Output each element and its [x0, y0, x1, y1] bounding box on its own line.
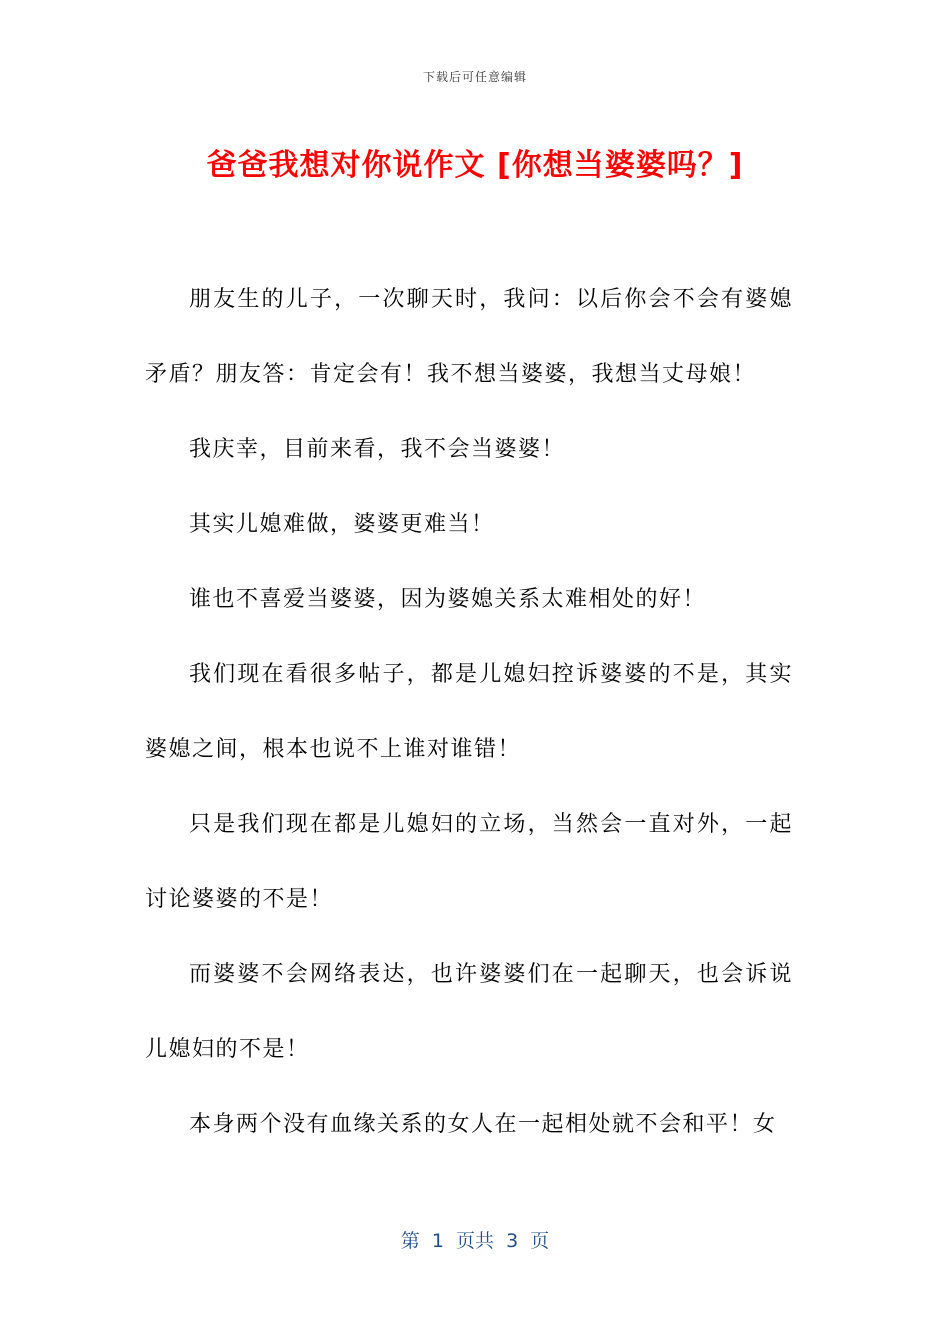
paragraph: 而婆婆不会网络表达，也许婆婆们在一起聊天，也会诉说儿媳妇的不是！ — [145, 962, 793, 1062]
document-title: 爸爸我想对你说作文 [你想当婆婆吗？] — [206, 148, 744, 183]
paragraph: 朋友生的儿子，一次聊天时，我问：以后你会不会有婆媳矛盾？朋友答：肯定会有！我不想当婆婆，我想当丈母娘！ — [145, 287, 793, 387]
paragraph: 我庆幸，目前来看，我不会当婆婆！ — [189, 437, 566, 462]
header-note: 下载后可任意编辑 — [422, 70, 527, 84]
document-body — [145, 262, 793, 1162]
paragraph: 本身两个没有血缘关系的女人在一起相处就不会和平！女 — [189, 1112, 777, 1137]
paragraph: 只是我们现在都是儿媳妇的立场，当然会一直对外，一起讨论婆婆的不是！ — [145, 812, 793, 912]
paragraph: 谁也不喜爱当婆婆，因为婆媳关系太难相处的好！ — [189, 587, 707, 612]
page-number-footer: 第 1 页共 3 页 — [400, 1230, 550, 1252]
paragraph: 我们现在看很多帖子，都是儿媳妇控诉婆婆的不是，其实婆媳之间，根本也说不上谁对谁错！ — [145, 662, 793, 762]
paragraph: 其实儿媳难做，婆婆更难当！ — [189, 512, 495, 537]
